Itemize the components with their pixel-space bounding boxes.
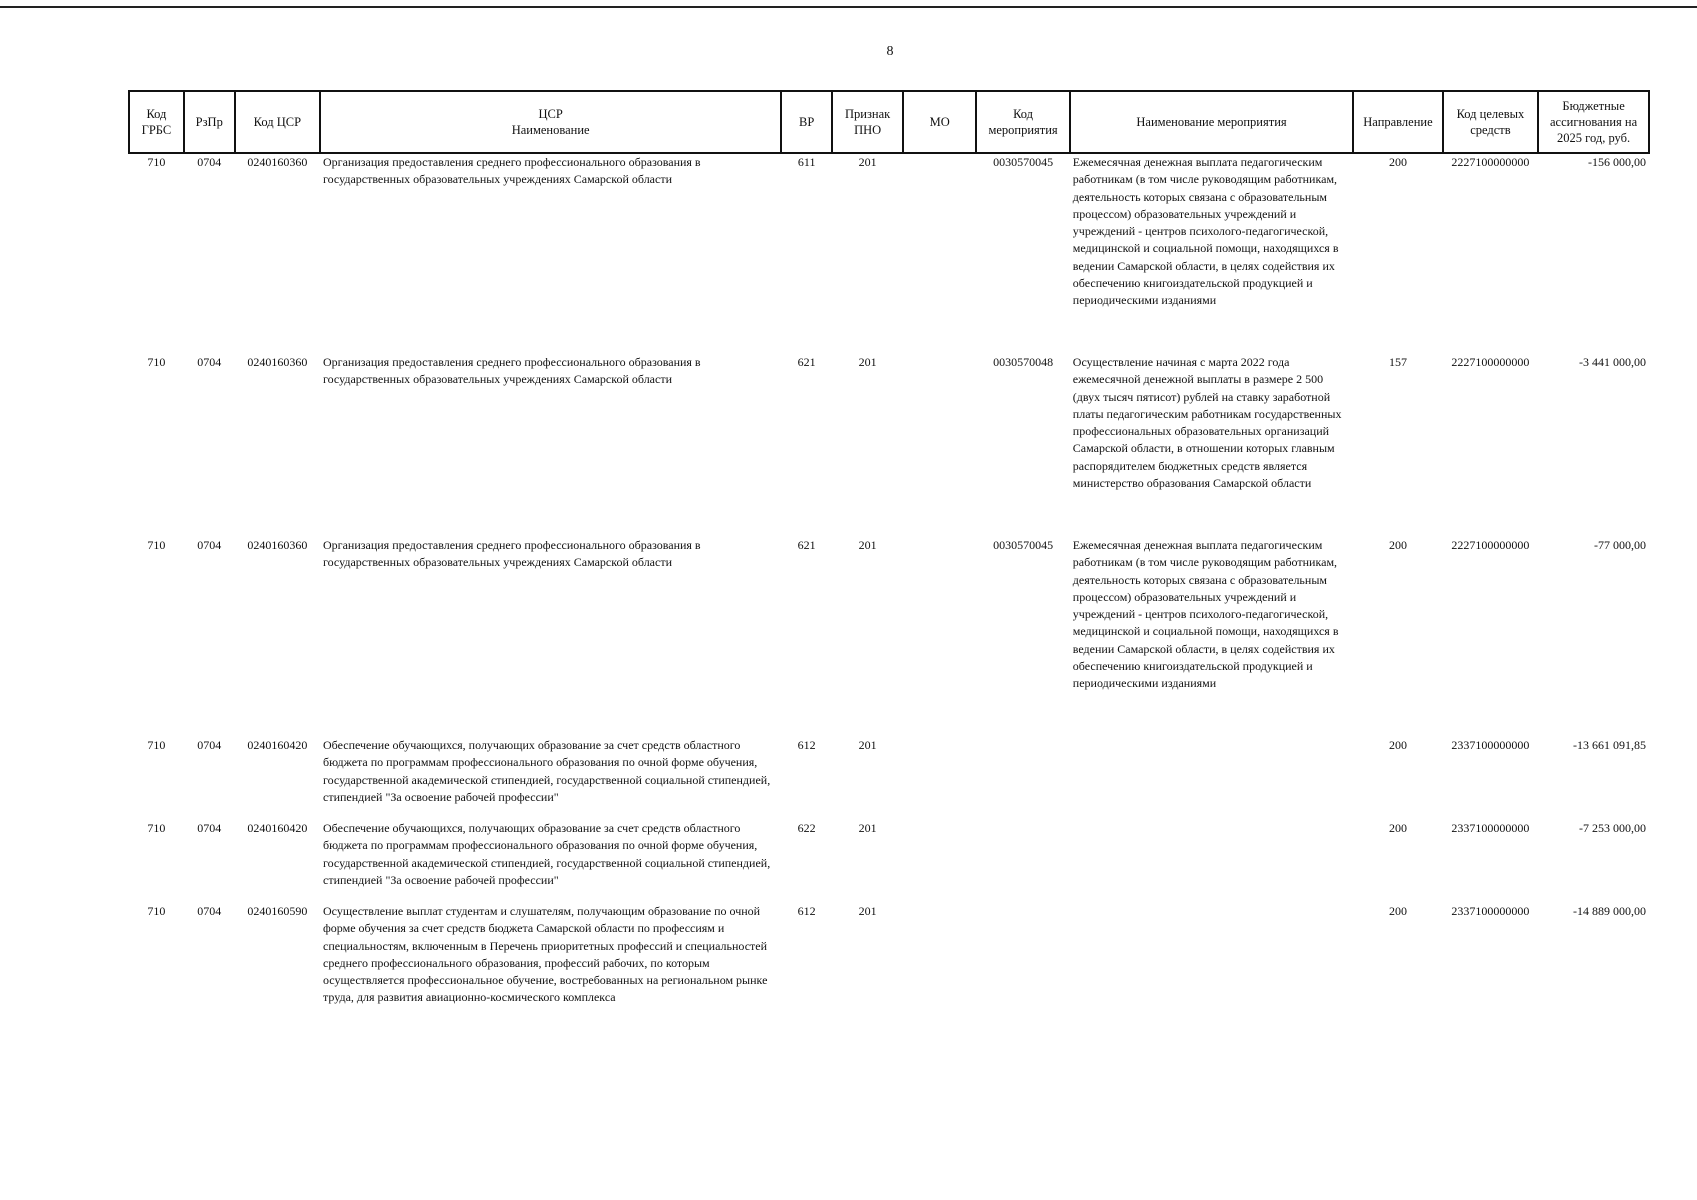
cell-mo: [903, 903, 976, 1023]
cell-vr: 621: [797, 355, 816, 369]
cell-vr: 621: [797, 538, 816, 552]
cell-target-code: 2227100000000: [1451, 155, 1530, 169]
cell-target-code: 2337100000000: [1451, 821, 1530, 835]
cell-csr-name: Обеспечение обучающихся, получающих образование за счет средств областного бюджета по программам профессионального образования по очной форме обучения, государственной академической стипендией, государственной социальной стипендией, стипендией "За освоение рабочей профессии": [323, 821, 771, 887]
col-header-kod-meropriyatiya: Код мероприятия: [976, 91, 1069, 153]
cell-direction: 200: [1388, 821, 1407, 835]
cell-mo: [903, 537, 976, 737]
table-header: [129, 91, 1649, 153]
cell-amount: -13 661 091,85: [1573, 738, 1646, 752]
col-header-kod-celevyh: Код целевых средств: [1443, 91, 1539, 153]
cell-event-code: [976, 903, 1069, 1023]
col-header-mo: МО: [903, 91, 976, 153]
cell-pno: 201: [858, 355, 877, 369]
cell-amount: -7 253 000,00: [1579, 821, 1646, 835]
cell-event-code: 0030570048: [993, 355, 1054, 369]
cell-grbs: 710: [147, 355, 166, 369]
cell-mo: [903, 820, 976, 903]
cell-event-name: Ежемесячная денежная выплата педагогическим работникам (в том числе руководящим работникам, деятельность которых связана с образовательным процессом) образовательных учреждений и учреждений - центров психолого-педагогической, медицинской и социальной помощи, находящихся в ведении Самарской области, в целях содействия их обеспечению книгоиздательской продукцией и периодическими изданиями: [1072, 155, 1339, 308]
cell-mo: [903, 354, 976, 537]
cell-grbs: 710: [147, 538, 166, 552]
cell-amount: -77 000,00: [1594, 538, 1646, 552]
cell-target-code: 2227100000000: [1451, 355, 1530, 369]
cell-csr-code: 0240160360: [247, 155, 308, 169]
cell-rzpr: 0704: [197, 355, 222, 369]
cell-event-name: [1070, 737, 1353, 820]
col-header-kod-grbs: Код ГРБС: [129, 91, 184, 153]
cell-vr: 612: [797, 904, 816, 918]
col-header-csr-name: ЦСР Наименование: [320, 91, 781, 153]
table-row: [129, 354, 1649, 537]
table-body: [129, 153, 1649, 1023]
cell-pno: 201: [858, 738, 877, 752]
cell-csr-code: 0240160420: [247, 738, 308, 752]
col-header-napravlenie: Направление: [1353, 91, 1442, 153]
cell-rzpr: 0704: [197, 538, 222, 552]
header-row: [129, 91, 1649, 153]
cell-pno: 201: [858, 155, 877, 169]
table-row: [129, 153, 1649, 354]
cell-csr-code: 0240160590: [247, 904, 308, 918]
cell-rzpr: 0704: [197, 904, 222, 918]
cell-rzpr: 0704: [197, 155, 222, 169]
cell-target-code: 2227100000000: [1451, 538, 1530, 552]
cell-event-code: [976, 820, 1069, 903]
cell-vr: 611: [797, 155, 816, 169]
cell-grbs: 710: [147, 821, 166, 835]
col-header-kod-csr: Код ЦСР: [235, 91, 320, 153]
table-row: [129, 737, 1649, 820]
cell-rzpr: 0704: [197, 738, 222, 752]
cell-event-code: 0030570045: [993, 538, 1054, 552]
cell-direction: 200: [1388, 738, 1407, 752]
cell-amount: -156 000,00: [1588, 155, 1646, 169]
page-number: 8: [886, 44, 894, 59]
cell-vr: 612: [797, 738, 816, 752]
cell-mo: [903, 737, 976, 820]
col-header-rzpr: РзПр: [184, 91, 235, 153]
col-header-vr: ВР: [781, 91, 832, 153]
col-header-budget: Бюджетные ассигнования на 2025 год, руб.: [1538, 91, 1649, 153]
cell-amount: -14 889 000,00: [1573, 904, 1646, 918]
cell-csr-name: Организация предоставления среднего профессионального образования в государственных образовательных учреждениях Самарской области: [323, 155, 701, 187]
cell-amount: -3 441 000,00: [1579, 355, 1646, 369]
cell-csr-name: Обеспечение обучающихся, получающих образование за счет средств областного бюджета по программам профессионального образования по очной форме обучения, государственной академической стипендией, государственной социальной стипендией, стипендией "За освоение рабочей профессии": [323, 738, 771, 804]
cell-event-code: 0030570045: [993, 155, 1054, 169]
cell-direction: 200: [1388, 904, 1407, 918]
scan-top-border-line: [0, 6, 1697, 8]
cell-pno: 201: [858, 821, 877, 835]
cell-event-name: [1070, 820, 1353, 903]
col-header-priznak-pno: Признак ПНО: [832, 91, 903, 153]
cell-event-name: Осуществление начиная с марта 2022 года ежемесячной денежной выплаты в размере 2 500 (двух тысяч пятисот) рублей на ставку заработной платы педагогическим работникам государственных профессиональных образовательных организаций Самарской области, в отношении которых главным распорядителем бюджетных средств является министерство образования Самарской области: [1072, 355, 1342, 491]
cell-target-code: 2337100000000: [1451, 738, 1530, 752]
cell-direction: 200: [1388, 155, 1407, 169]
cell-event-name: Ежемесячная денежная выплата педагогическим работникам (в том числе руководящим работникам, деятельность которых связана с образовательным процессом) образовательных учреждений и учреждений - центров психолого-педагогической, медицинской и социальной помощи, находящихся в ведении Самарской области, в целях содействия их обеспечению книгоиздательской продукцией и периодическими изданиями: [1072, 538, 1339, 691]
cell-csr-name: Осуществление выплат студентам и слушателям, получающим образование по очной форме обучения за счет средств бюджета Самарской области по профессиям и специальностям, включенным в Перечень приоритетных профессий и специальностей среднего профессионального образования, профессий рабочих, по которым осуществляется профессиональное обучение, востребованных на региональном рынке труда, для развития авиационно-космического комплекса: [323, 904, 768, 1005]
cell-vr: 622: [797, 821, 816, 835]
cell-direction: 157: [1388, 355, 1407, 369]
cell-mo: [903, 153, 976, 354]
table-row: [129, 537, 1649, 737]
col-header-meropriyatie-name: Наименование мероприятия: [1070, 91, 1353, 153]
cell-event-code: [976, 737, 1069, 820]
cell-rzpr: 0704: [197, 821, 222, 835]
cell-direction: 200: [1388, 538, 1407, 552]
cell-event-name: [1070, 903, 1353, 1023]
cell-pno: 201: [858, 904, 877, 918]
cell-target-code: 2337100000000: [1451, 904, 1530, 918]
cell-csr-code: 0240160360: [247, 355, 308, 369]
cell-csr-name: Организация предоставления среднего профессионального образования в государственных образовательных учреждениях Самарской области: [323, 538, 701, 570]
cell-grbs: 710: [147, 738, 166, 752]
cell-csr-code: 0240160420: [247, 821, 308, 835]
cell-csr-name: Организация предоставления среднего профессионального образования в государственных образовательных учреждениях Самарской области: [323, 355, 701, 387]
budget-allocation-table: [128, 90, 1650, 1023]
cell-grbs: 710: [147, 904, 166, 918]
cell-grbs: 710: [147, 155, 166, 169]
table-row: [129, 820, 1649, 903]
cell-csr-code: 0240160360: [247, 538, 308, 552]
table-row: [129, 903, 1649, 1023]
cell-pno: 201: [858, 538, 877, 552]
